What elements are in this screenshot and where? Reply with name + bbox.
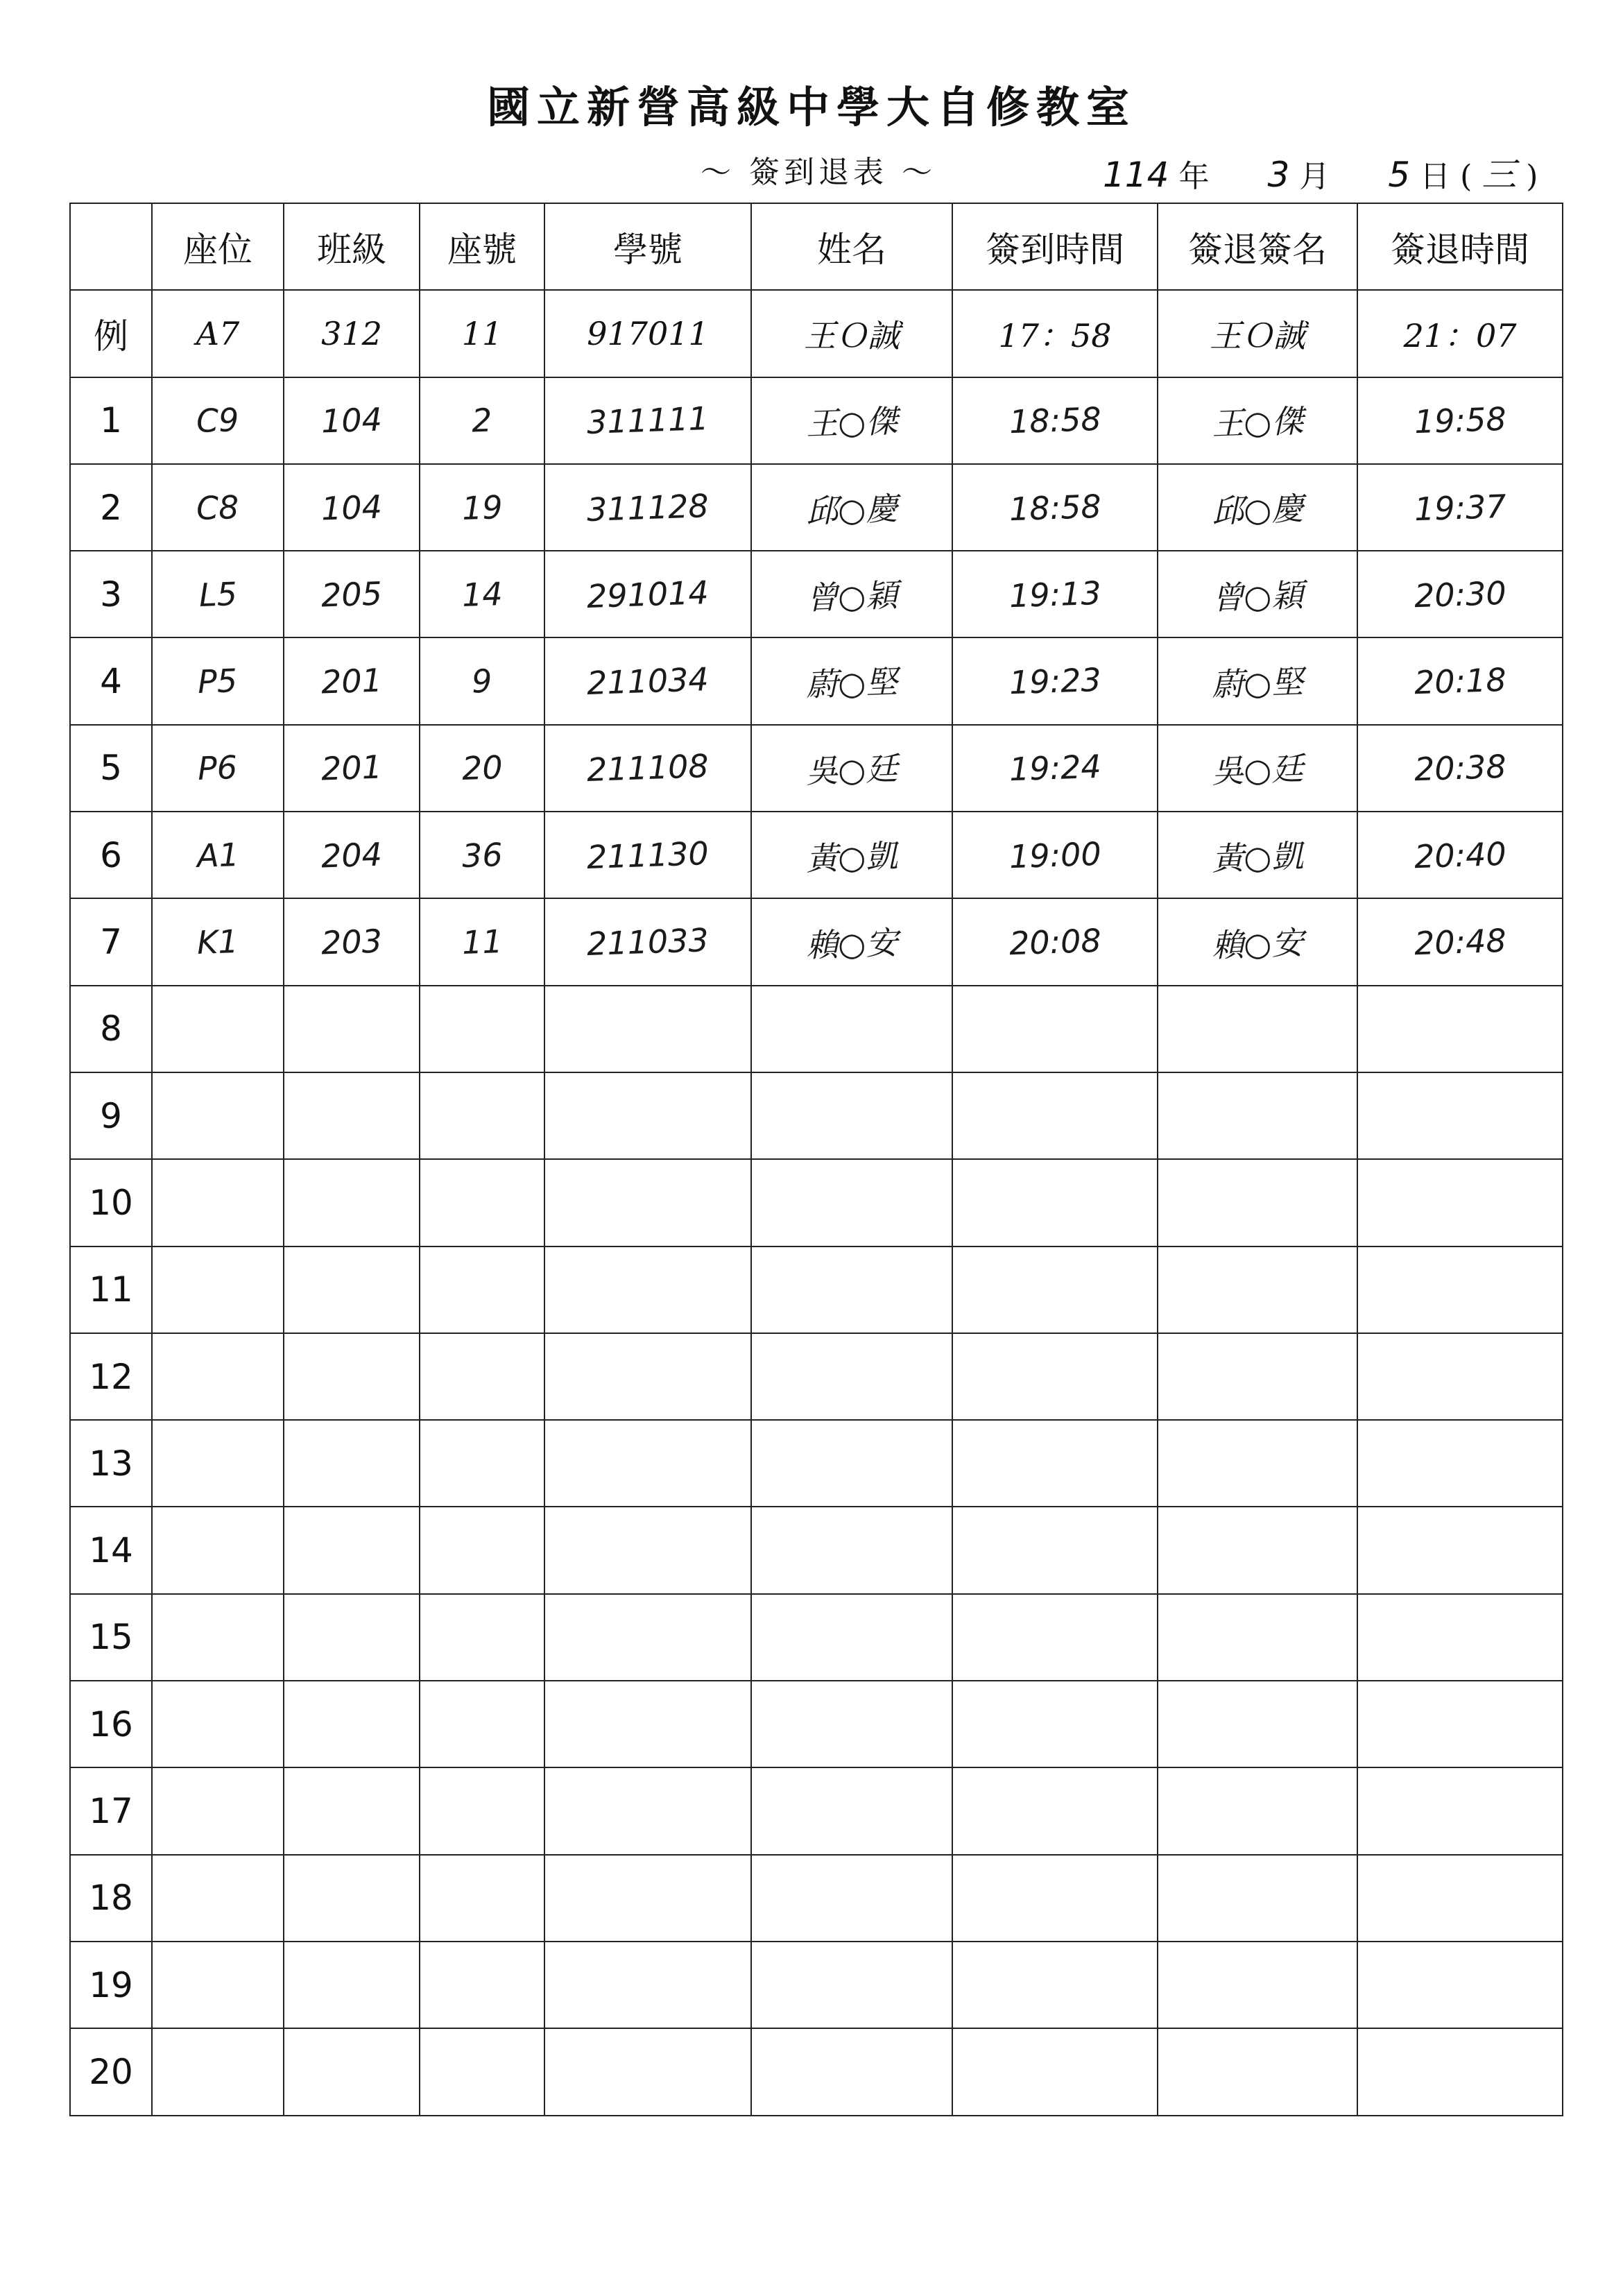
seat-cell: [152, 1072, 284, 1159]
sign-in-time-cell: [952, 1420, 1158, 1507]
seat-number-text: 20: [461, 748, 504, 788]
column-header-name: 姓名: [751, 203, 952, 290]
seat-number-cell: [420, 1420, 544, 1507]
sign-out-time-text: 20:30: [1413, 574, 1507, 615]
form-date: [1103, 147, 1538, 197]
row-index-cell: 1: [70, 377, 152, 464]
seat-number-text: 11: [461, 314, 503, 352]
student-id-cell: [544, 2028, 751, 2115]
name-text: 蔚○堅: [805, 662, 899, 704]
sign-in-time-cell: [952, 551, 1158, 637]
student-id-cell: [544, 637, 751, 724]
sign-in-time-cell: [952, 464, 1158, 551]
sign-out-signature-cell: [1158, 1767, 1357, 1854]
table-row: [70, 1767, 1563, 1854]
sign-out-signature-text: 黃○凱: [1211, 837, 1305, 878]
name-cell: [751, 1681, 952, 1767]
row-index-cell: 6: [70, 812, 152, 898]
sign-out-time-text: 21：07: [1403, 316, 1517, 354]
class-cell: [284, 377, 420, 464]
seat-cell: [152, 1681, 284, 1767]
seat-cell: [152, 1159, 284, 1246]
sign-in-time-text: 19:13: [1008, 574, 1102, 615]
class-cell: [284, 1681, 420, 1767]
seat-cell: [152, 464, 284, 551]
sign-out-signature-cell: [1158, 986, 1357, 1072]
sign-out-time-cell: [1357, 1681, 1563, 1767]
seat-text: L5: [198, 574, 238, 614]
sign-out-time-text: 20:18: [1413, 660, 1507, 702]
sign-in-time-text: 19:23: [1008, 660, 1102, 702]
sign-out-time-cell: [1357, 1072, 1563, 1159]
seat-number-cell: [420, 1333, 544, 1420]
seat-number-text: 14: [461, 574, 504, 614]
table-row: [70, 1072, 1563, 1159]
sign-out-signature-cell: [1158, 1594, 1357, 1681]
student-id-text: 311111: [586, 400, 710, 442]
weekday-value: 三: [1482, 155, 1517, 195]
student-id-text: 311128: [586, 486, 710, 529]
student-id-cell: [544, 812, 751, 898]
table-row: [70, 1420, 1563, 1507]
day-value: 5: [1388, 155, 1411, 195]
student-id-text: 291014: [586, 573, 710, 615]
class-cell: [284, 1246, 420, 1333]
table-row: [70, 1246, 1563, 1333]
sign-in-time-cell: [952, 1072, 1158, 1159]
class-cell: [284, 1333, 420, 1420]
sign-out-signature-text: 曾○穎: [1211, 576, 1305, 617]
seat-cell: [152, 290, 284, 377]
page-title: 國立新營高級中學大自修教室: [486, 82, 1136, 132]
sign-out-signature-cell: [1158, 1159, 1357, 1246]
row-index-cell: 18: [70, 1855, 152, 1942]
seat-cell: [152, 1420, 284, 1507]
seat-cell: [152, 1333, 284, 1420]
seat-cell: [152, 1767, 284, 1854]
student-id-cell: [544, 551, 751, 637]
seat-text: K1: [196, 922, 239, 962]
seat-cell: [152, 725, 284, 812]
sign-in-time-cell: [952, 377, 1158, 464]
table-row: [70, 1507, 1563, 1593]
row-index-cell: 4: [70, 637, 152, 724]
row-index-cell: 9: [70, 1072, 152, 1159]
sign-in-time-cell: [952, 1333, 1158, 1420]
sign-in-time-cell: [952, 1942, 1158, 2028]
name-cell: [751, 377, 952, 464]
name-cell: [751, 1420, 952, 1507]
class-cell: [284, 1594, 420, 1681]
class-cell: [284, 1159, 420, 1246]
seat-number-cell: [420, 1942, 544, 2028]
name-cell: [751, 725, 952, 812]
seat-cell: [152, 551, 284, 637]
sign-out-time-text: 20:38: [1413, 748, 1507, 789]
class-cell: [284, 986, 420, 1072]
row-index-cell: 20: [70, 2028, 152, 2115]
sign-in-time-cell: [952, 2028, 1158, 2115]
name-text: 賴○安: [805, 923, 899, 965]
column-header-sign-out-time: 簽退時間: [1357, 203, 1563, 290]
student-id-text: 211033: [586, 920, 710, 963]
sign-out-time-cell: [1357, 986, 1563, 1072]
sign-in-time-text: 19:24: [1008, 748, 1102, 789]
sign-in-time-cell: [952, 1855, 1158, 1942]
column-header-sign-in-time: 簽到時間: [952, 203, 1158, 290]
seat-cell: [152, 637, 284, 724]
sign-out-signature-cell: [1158, 1420, 1357, 1507]
student-id-cell: [544, 1333, 751, 1420]
name-cell: [751, 986, 952, 1072]
sign-out-time-cell: [1357, 1507, 1563, 1593]
class-text: 201: [320, 661, 383, 701]
form-subtitle: 〜 簽到退表 〜: [701, 155, 936, 190]
row-index-cell: 7: [70, 898, 152, 985]
sign-out-signature-cell: [1158, 377, 1357, 464]
seat-number-cell: [420, 898, 544, 985]
seat-number-text: 19: [461, 488, 504, 527]
row-index-cell: 11: [70, 1246, 152, 1333]
sign-out-time-cell: [1357, 1159, 1563, 1246]
class-text: 104: [320, 400, 383, 440]
sign-out-time-cell: [1357, 725, 1563, 812]
sign-in-time-cell: [952, 812, 1158, 898]
seat-cell: [152, 812, 284, 898]
day-label: 日: [1420, 159, 1451, 194]
sign-out-signature-text: 王Ｏ誠: [1210, 316, 1305, 354]
row-index-cell: 14: [70, 1507, 152, 1593]
sign-out-time-cell: [1357, 377, 1563, 464]
seat-number-cell: [420, 1246, 544, 1333]
sign-out-time-text: 19:37: [1413, 487, 1507, 528]
seat-cell: [152, 1594, 284, 1681]
class-text: 204: [320, 835, 383, 875]
seat-number-cell: [420, 290, 544, 377]
seat-text: C8: [196, 488, 240, 527]
student-id-cell: [544, 986, 751, 1072]
sign-out-signature-text: 吳○廷: [1211, 750, 1305, 791]
row-index-cell: 19: [70, 1942, 152, 2028]
row-index-cell: 15: [70, 1594, 152, 1681]
month-label: 月: [1299, 159, 1330, 194]
sign-out-time-cell: [1357, 1767, 1563, 1854]
sign-in-time-text: 20:08: [1008, 921, 1102, 963]
name-cell: [751, 898, 952, 985]
sign-in-time-cell: [952, 290, 1158, 377]
class-cell: [284, 2028, 420, 2115]
seat-cell: [152, 898, 284, 985]
name-text: 吳○廷: [805, 750, 899, 791]
student-id-cell: [544, 1420, 751, 1507]
class-cell: [284, 898, 420, 985]
student-id-text: 917011: [587, 314, 709, 352]
student-id-cell: [544, 1246, 751, 1333]
class-cell: [284, 1507, 420, 1593]
student-id-cell: [544, 1507, 751, 1593]
sign-out-time-cell: [1357, 2028, 1563, 2115]
sign-in-time-text: 17：58: [998, 316, 1112, 354]
sign-out-signature-text: 蔚○堅: [1211, 662, 1305, 704]
table-row: [70, 377, 1563, 464]
class-cell: [284, 1767, 420, 1854]
sign-out-time-cell: [1357, 1333, 1563, 1420]
sign-out-time-cell: [1357, 898, 1563, 985]
sign-out-signature-cell: [1158, 1246, 1357, 1333]
class-cell: [284, 1855, 420, 1942]
sign-out-signature-cell: [1158, 898, 1357, 985]
column-header-sign-out-signature: 簽退簽名: [1158, 203, 1357, 290]
class-cell: [284, 637, 420, 724]
seat-number-text: 36: [461, 835, 504, 875]
name-cell: [751, 464, 952, 551]
table-row: [70, 1594, 1563, 1681]
class-cell: [284, 551, 420, 637]
seat-number-cell: [420, 1681, 544, 1767]
class-cell: [284, 290, 420, 377]
sign-out-signature-cell: [1158, 1681, 1357, 1767]
class-cell: [284, 812, 420, 898]
seat-number-cell: [420, 1594, 544, 1681]
sign-out-signature-cell: [1158, 2028, 1357, 2115]
name-cell: [751, 1507, 952, 1593]
student-id-cell: [544, 898, 751, 985]
student-id-text: 211108: [586, 747, 710, 789]
name-cell: [751, 290, 952, 377]
sign-in-time-text: 18:58: [1008, 400, 1102, 441]
name-cell: [751, 1333, 952, 1420]
seat-text: A7: [196, 314, 240, 352]
class-cell: [284, 1420, 420, 1507]
sign-out-time-cell: [1357, 812, 1563, 898]
seat-number-cell: [420, 725, 544, 812]
student-id-cell: [544, 464, 751, 551]
class-cell: [284, 1942, 420, 2028]
table-row: [70, 551, 1563, 637]
weekday-close: ): [1526, 159, 1538, 194]
sign-out-signature-cell: [1158, 725, 1357, 812]
row-index-cell: 12: [70, 1333, 152, 1420]
name-cell: [751, 1246, 952, 1333]
student-id-cell: [544, 1681, 751, 1767]
seat-text: A1: [196, 835, 240, 875]
name-cell: [751, 551, 952, 637]
name-cell: [751, 1072, 952, 1159]
name-cell: [751, 1594, 952, 1681]
sign-in-time-cell: [952, 1159, 1158, 1246]
sign-out-signature-cell: [1158, 1855, 1357, 1942]
sign-out-signature-cell: [1158, 1942, 1357, 2028]
sign-out-signature-cell: [1158, 464, 1357, 551]
sign-out-time-cell: [1357, 1855, 1563, 1942]
seat-text: P5: [197, 662, 239, 701]
seat-number-cell: [420, 2028, 544, 2115]
class-cell: [284, 725, 420, 812]
sign-out-signature-cell: [1158, 1507, 1357, 1593]
seat-number-cell: [420, 1507, 544, 1593]
seat-number-cell: [420, 464, 544, 551]
name-cell: [751, 812, 952, 898]
sign-in-time-cell: [952, 1594, 1158, 1681]
seat-number-text: 11: [461, 923, 504, 962]
sign-in-time-cell: [952, 1767, 1158, 1854]
sign-in-time-cell: [952, 725, 1158, 812]
table-row: [70, 637, 1563, 724]
row-index-cell: 5: [70, 725, 152, 812]
seat-text: P6: [197, 748, 239, 788]
sign-out-signature-cell: [1158, 812, 1357, 898]
table-row: [70, 986, 1563, 1072]
column-header-seat: 座位: [152, 203, 284, 290]
table-row: [70, 1159, 1563, 1246]
row-index-cell: 2: [70, 464, 152, 551]
sign-out-signature-cell: [1158, 637, 1357, 724]
sign-out-time-cell: [1357, 1420, 1563, 1507]
name-cell: [751, 1855, 952, 1942]
example-row: [70, 290, 1563, 377]
table-row: [70, 1333, 1563, 1420]
sign-out-time-cell: [1357, 464, 1563, 551]
seat-cell: [152, 1507, 284, 1593]
name-cell: [751, 1159, 952, 1246]
seat-cell: [152, 1942, 284, 2028]
student-id-cell: [544, 377, 751, 464]
column-header-student-id: 學號: [544, 203, 751, 290]
seat-number-cell: [420, 1855, 544, 1942]
student-id-cell: [544, 1072, 751, 1159]
name-cell: [751, 1767, 952, 1854]
student-id-text: 211130: [586, 834, 710, 876]
sign-out-time-cell: [1357, 1594, 1563, 1681]
month-value: 3: [1267, 155, 1290, 195]
seat-text: C9: [196, 401, 240, 440]
sign-out-signature-cell: [1158, 290, 1357, 377]
class-text: 205: [320, 574, 383, 615]
seat-number-cell: [420, 551, 544, 637]
class-text: 203: [320, 922, 383, 962]
sign-in-time-cell: [952, 1681, 1158, 1767]
name-text: 曾○穎: [805, 576, 899, 617]
sign-out-signature-text: 邱○慶: [1211, 489, 1305, 530]
table-row: [70, 1855, 1563, 1942]
sign-in-out-table: [69, 203, 1563, 2116]
student-id-cell: [544, 290, 751, 377]
table-header-row: [70, 203, 1563, 290]
table-row: [70, 464, 1563, 551]
sign-out-time-cell: [1357, 637, 1563, 724]
table-row: [70, 1681, 1563, 1767]
weekday-open: (: [1460, 159, 1472, 194]
sign-out-signature-text: 賴○安: [1211, 923, 1305, 965]
sign-in-time-text: 19:00: [1008, 834, 1102, 876]
name-text: 邱○慶: [805, 489, 899, 530]
sign-out-time-text: 19:58: [1413, 400, 1507, 441]
sign-in-time-cell: [952, 637, 1158, 724]
sign-out-time-cell: [1357, 290, 1563, 377]
name-text: 黃○凱: [805, 837, 899, 878]
student-id-cell: [544, 1594, 751, 1681]
table-row: [70, 1942, 1563, 2028]
class-text: 312: [321, 314, 382, 352]
sign-out-time-text: 20:40: [1413, 834, 1507, 876]
sign-out-time-cell: [1357, 551, 1563, 637]
student-id-text: 211034: [586, 660, 710, 703]
column-header-index: [70, 203, 152, 290]
sign-out-signature-text: 王○傑: [1211, 402, 1305, 443]
student-id-cell: [544, 1855, 751, 1942]
seat-number-cell: [420, 986, 544, 1072]
sign-in-time-text: 18:58: [1008, 487, 1102, 528]
row-index-cell: 16: [70, 1681, 152, 1767]
row-index-cell: 3: [70, 551, 152, 637]
name-cell: [751, 637, 952, 724]
table-row: [70, 725, 1563, 812]
seat-cell: [152, 1855, 284, 1942]
name-text: 王○傑: [805, 402, 899, 443]
year-label: 年: [1178, 159, 1210, 194]
row-index-cell: 13: [70, 1420, 152, 1507]
seat-number-cell: [420, 1767, 544, 1854]
column-header-class: 班級: [284, 203, 420, 290]
class-cell: [284, 464, 420, 551]
sign-in-time-cell: [952, 898, 1158, 985]
seat-number-cell: [420, 812, 544, 898]
class-cell: [284, 1072, 420, 1159]
seat-number-cell: [420, 377, 544, 464]
seat-cell: [152, 377, 284, 464]
sign-out-signature-cell: [1158, 551, 1357, 637]
sign-out-time-cell: [1357, 1942, 1563, 2028]
student-id-cell: [544, 725, 751, 812]
sign-out-time-text: 20:48: [1413, 921, 1507, 963]
sign-in-time-cell: [952, 986, 1158, 1072]
row-index-cell: 17: [70, 1767, 152, 1854]
seat-number-cell: [420, 1159, 544, 1246]
seat-number-cell: [420, 1072, 544, 1159]
class-text: 201: [320, 748, 383, 788]
name-cell: [751, 2028, 952, 2115]
row-index-cell: 10: [70, 1159, 152, 1246]
sign-out-signature-cell: [1158, 1333, 1357, 1420]
seat-cell: [152, 986, 284, 1072]
sign-out-time-cell: [1357, 1246, 1563, 1333]
row-index-cell: 8: [70, 986, 152, 1072]
sign-out-signature-cell: [1158, 1072, 1357, 1159]
sign-in-time-cell: [952, 1507, 1158, 1593]
student-id-cell: [544, 1159, 751, 1246]
student-id-cell: [544, 1767, 751, 1854]
student-id-cell: [544, 1942, 751, 2028]
seat-cell: [152, 1246, 284, 1333]
seat-number-text: 9: [471, 662, 493, 701]
seat-number-cell: [420, 637, 544, 724]
name-cell: [751, 1942, 952, 2028]
row-index-cell: 例: [70, 290, 152, 377]
table-row: [70, 898, 1563, 985]
column-header-number: 座號: [420, 203, 544, 290]
sign-in-time-cell: [952, 1246, 1158, 1333]
class-text: 104: [320, 488, 383, 528]
seat-number-text: 2: [471, 401, 493, 440]
name-text: 王Ｏ誠: [804, 316, 900, 354]
seat-cell: [152, 2028, 284, 2115]
year-value: 114: [1103, 155, 1169, 195]
table-row: [70, 2028, 1563, 2115]
table-row: [70, 812, 1563, 898]
